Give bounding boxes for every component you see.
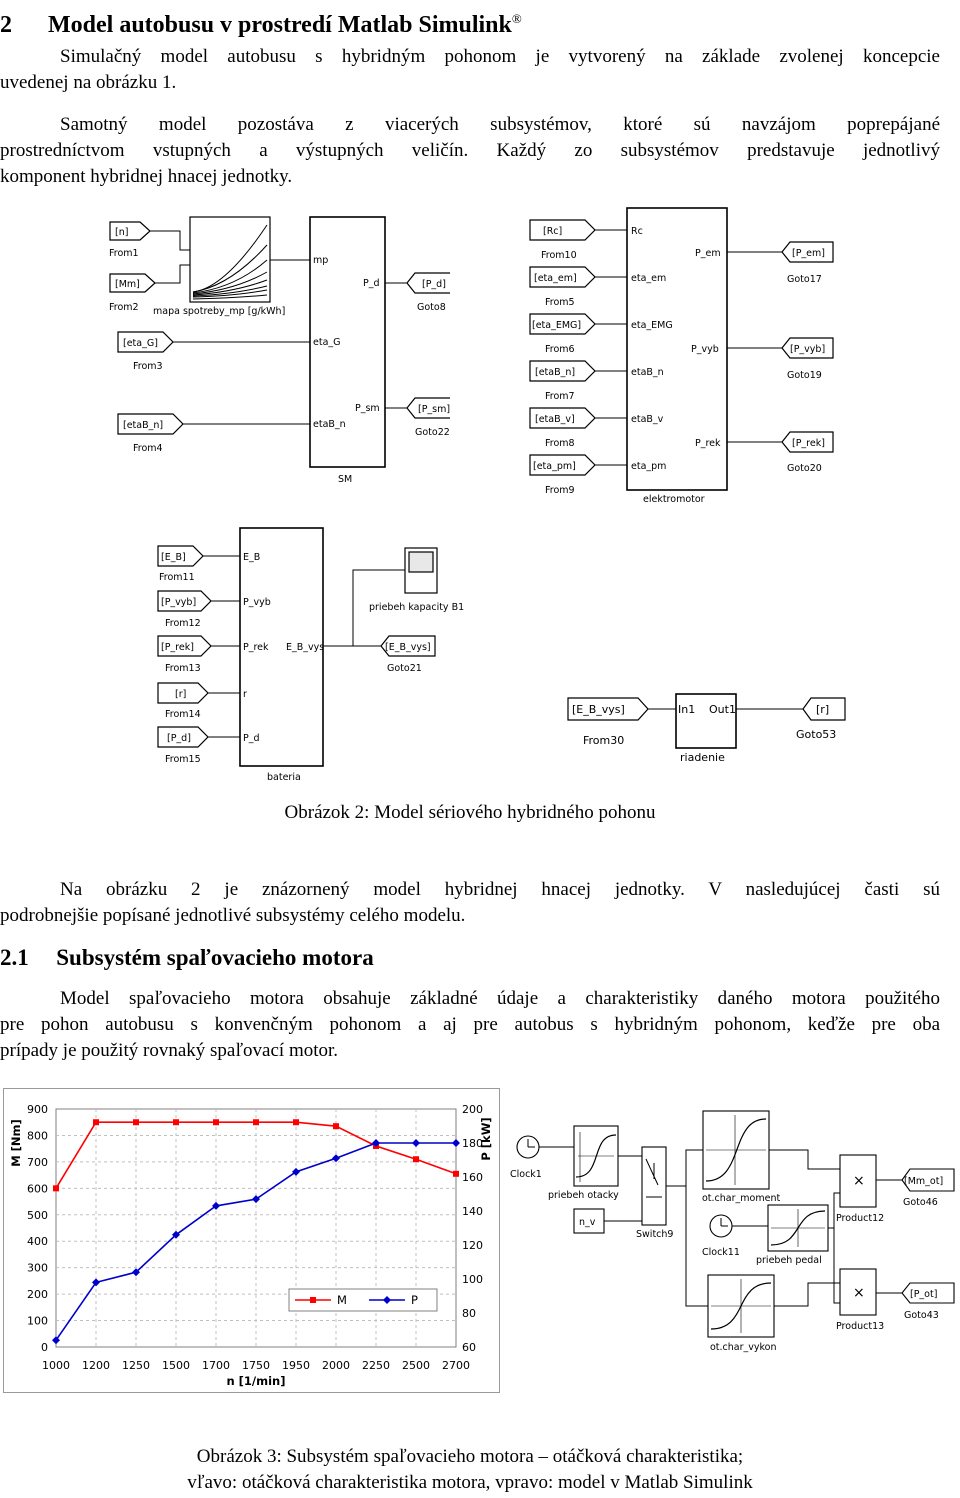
from1-name: From1 bbox=[109, 248, 139, 259]
y2-axis-label: P [kW] bbox=[479, 1117, 493, 1161]
series-point-M bbox=[173, 1119, 179, 1125]
subsection-heading bbox=[0, 944, 940, 972]
motor-block-name: elektromotor bbox=[643, 494, 705, 505]
sm-port-p-d: P_d bbox=[363, 278, 380, 289]
x-tick-label: 2500 bbox=[402, 1359, 430, 1372]
battery-port-e-b-vys: E_B_vys bbox=[286, 642, 325, 653]
goto43-label: Goto43 bbox=[904, 1310, 939, 1321]
y-tick-label: 500 bbox=[27, 1208, 48, 1222]
from6-name: From6 bbox=[545, 344, 575, 355]
from11-name: From11 bbox=[159, 572, 195, 583]
multiply-icon: × bbox=[853, 1173, 865, 1189]
paragraph-4-line-2: pre pohon autobusu s konvenčným pohonom a aj pre autobus s hybridným pohonom, keďže pre oba bbox=[0, 1014, 940, 1035]
x-axis-label: n [1/min] bbox=[226, 1374, 286, 1388]
legend-label-M: M bbox=[337, 1293, 347, 1307]
legend-label-P: P bbox=[411, 1293, 418, 1307]
x-tick-label: 1500 bbox=[162, 1359, 190, 1372]
scope-label: priebeh kapacity B1 bbox=[369, 602, 465, 613]
from1-tag: [n] bbox=[115, 227, 129, 238]
motor-port-eta-emg: eta_EMG bbox=[631, 320, 673, 331]
from7-tag: [etaB_n] bbox=[535, 367, 576, 378]
section-heading bbox=[0, 5, 960, 39]
motor-port-p-em: P_em bbox=[695, 248, 721, 259]
sm-port-eta-g: eta_G bbox=[313, 337, 341, 348]
x-tick-label: 2000 bbox=[322, 1359, 350, 1372]
goto8-tag: [P_d] bbox=[422, 279, 446, 290]
y-tick-label: 800 bbox=[27, 1129, 48, 1143]
y-tick-label: 300 bbox=[27, 1261, 48, 1275]
goto46-tag: [Mm_ot] bbox=[904, 1176, 944, 1187]
x-tick-label: 1950 bbox=[282, 1359, 310, 1372]
battery-port-e-b: E_B bbox=[243, 552, 261, 563]
y2-tick-label: 120 bbox=[462, 1239, 483, 1252]
paragraph-2-line-2: prostredníctvom vstupných a výstupných veličín. Každý zo subsystémov predstavuje jednotlivý bbox=[0, 140, 940, 161]
series-point-M bbox=[253, 1119, 259, 1125]
control-block-name: riadenie bbox=[680, 751, 725, 764]
motor-port-etab-n: etaB_n bbox=[631, 367, 664, 378]
paragraph-2-line-1: Samotný model pozostáva z viacerých subsystémov, ktoré sú navzájom poprepájané bbox=[60, 114, 940, 135]
goto19-name: Goto19 bbox=[787, 370, 822, 381]
battery-port-p-d: P_d bbox=[243, 733, 260, 744]
y-tick-label: 100 bbox=[27, 1314, 48, 1328]
series-point-M bbox=[213, 1119, 219, 1125]
motor-port-eta-em: eta_em bbox=[631, 273, 667, 284]
goto19-tag: [P_vyb] bbox=[790, 344, 826, 355]
from2-tag: [Mm] bbox=[115, 279, 140, 290]
from30-tag: [E_B_vys] bbox=[572, 703, 625, 716]
x-tick-label: 2250 bbox=[362, 1359, 390, 1372]
from7-name: From7 bbox=[545, 391, 575, 402]
from3-name: From3 bbox=[133, 361, 163, 372]
from10-name: From10 bbox=[541, 250, 577, 261]
from5-name: From5 bbox=[545, 297, 575, 308]
priebeh-otacky-label: priebeh otacky bbox=[548, 1190, 619, 1201]
from8-tag: [etaB_v] bbox=[535, 414, 575, 425]
sm-port-p-sm: P_sm bbox=[355, 403, 380, 414]
goto8-name: Goto8 bbox=[417, 302, 446, 313]
goto21-name: Goto21 bbox=[387, 663, 422, 674]
from9-name: From9 bbox=[545, 485, 575, 496]
from13-name: From13 bbox=[165, 663, 201, 674]
goto53-tag: [r] bbox=[816, 703, 830, 716]
section-title: Model autobusu v prostredí Matlab Simulink bbox=[48, 12, 512, 38]
speed-characteristic-chart bbox=[3, 1088, 500, 1393]
y-tick-label: 600 bbox=[27, 1182, 48, 1196]
sm-subsystem-diagram bbox=[95, 200, 450, 505]
from2-name: From2 bbox=[109, 302, 139, 313]
battery-block-name: bateria bbox=[267, 772, 301, 783]
x-tick-label: 1200 bbox=[82, 1359, 110, 1372]
sm-port-mp: mp bbox=[313, 255, 329, 266]
battery-port-r: r bbox=[243, 689, 247, 700]
goto43-tag: [P_ot] bbox=[910, 1289, 938, 1300]
from30-name: From30 bbox=[583, 734, 625, 747]
from9-tag: [eta_pm] bbox=[533, 461, 576, 472]
goto21-tag: [E_B_vys] bbox=[385, 642, 431, 653]
engine-simulink-model bbox=[508, 1097, 958, 1357]
product13-label: Product13 bbox=[836, 1321, 885, 1332]
x-tick-label: 2700 bbox=[442, 1359, 470, 1372]
goto53-name: Goto53 bbox=[796, 728, 837, 741]
y2-tick-label: 60 bbox=[462, 1341, 476, 1354]
from14-name: From14 bbox=[165, 709, 201, 720]
series-point-M bbox=[93, 1119, 99, 1125]
motor-port-eta-pm: eta_pm bbox=[631, 461, 667, 472]
product12-label: Product12 bbox=[836, 1213, 885, 1224]
paragraph-3-line-1: Na obrázku 2 je znázornený model hybridnej hnacej jednotky. V nasledujúcej časti sú bbox=[60, 879, 940, 900]
from4-tag: [etaB_n] bbox=[123, 420, 164, 431]
paragraph-3-line-2: podrobnejšie popísané jednotlivé subsystémy celého modelu. bbox=[0, 905, 466, 926]
x-tick-label: 1700 bbox=[202, 1359, 230, 1372]
from12-tag: [P_vyb] bbox=[161, 597, 197, 608]
x-tick-label: 1750 bbox=[242, 1359, 270, 1372]
n-v-label: n_v bbox=[579, 1217, 596, 1228]
goto22-name: Goto22 bbox=[415, 427, 450, 438]
y2-tick-label: 200 bbox=[462, 1103, 483, 1116]
motor-port-p-rek: P_rek bbox=[695, 438, 721, 449]
control-port-out1: Out1 bbox=[709, 703, 736, 716]
motor-port-rc: Rc bbox=[631, 226, 643, 237]
motor-port-etab-v: etaB_v bbox=[631, 414, 664, 425]
from14-tag: [r] bbox=[175, 689, 187, 700]
y-tick-label: 0 bbox=[41, 1341, 48, 1354]
series-point-M bbox=[133, 1119, 139, 1125]
legend-marker-M bbox=[310, 1297, 316, 1303]
y2-tick-label: 100 bbox=[462, 1273, 483, 1286]
char-vykon-label: ot.char_vykon bbox=[710, 1342, 777, 1353]
sm-block-name: SM bbox=[338, 474, 353, 485]
battery-port-p-vyb: P_vyb bbox=[243, 597, 271, 608]
from6-tag: [eta_EMG] bbox=[532, 320, 582, 331]
registered-mark: ® bbox=[511, 11, 522, 26]
x-tick-label: 1000 bbox=[42, 1359, 70, 1372]
y-tick-label: 700 bbox=[27, 1155, 48, 1169]
goto22-tag: [P_sm] bbox=[418, 404, 450, 415]
control-port-in1: In1 bbox=[678, 703, 696, 716]
map-label: mapa spotreby_mp [g/kWh] bbox=[153, 306, 286, 317]
clock11-label: Clock11 bbox=[702, 1247, 740, 1258]
battery-subsystem-diagram bbox=[143, 508, 478, 788]
series-point-M bbox=[453, 1171, 459, 1177]
figure3-caption-line-2: vľavo: otáčková charakteristika motora, vpravo: model v Matlab Simulink bbox=[187, 1472, 753, 1493]
switch9-label: Switch9 bbox=[636, 1229, 674, 1240]
y2-tick-label: 180 bbox=[462, 1137, 483, 1150]
priebeh-pedal-label: priebeh pedal bbox=[756, 1255, 822, 1266]
from15-name: From15 bbox=[165, 754, 201, 765]
sm-port-etab-n: etaB_n bbox=[313, 419, 346, 430]
from5-tag: [eta_em] bbox=[534, 273, 577, 284]
char-moment-label: ot.char_moment bbox=[702, 1193, 781, 1204]
y-tick-label: 900 bbox=[27, 1103, 48, 1116]
figure2-caption: Obrázok 2: Model sériového hybridného pohonu bbox=[284, 802, 656, 823]
y-axis-label: M [Nm] bbox=[9, 1119, 23, 1167]
from8-name: From8 bbox=[545, 438, 575, 449]
y-tick-label: 400 bbox=[27, 1235, 48, 1249]
from10-tag: [Rc] bbox=[543, 226, 563, 237]
from11-tag: [E_B] bbox=[161, 552, 186, 563]
paragraph-4-line-3: prípady je použitý rovnaký spaľovací motor. bbox=[0, 1040, 339, 1061]
paragraph-1-line-1: Simulačný model autobusu s hybridným pohonom je vytvorený na základe zvolenej koncepcie bbox=[60, 46, 940, 67]
goto17-name: Goto17 bbox=[787, 274, 822, 285]
clock1-label: Clock1 bbox=[510, 1169, 542, 1180]
from13-tag: [P_rek] bbox=[161, 642, 194, 653]
x-tick-label: 1250 bbox=[122, 1359, 150, 1372]
section-number: 2 bbox=[0, 12, 12, 38]
figure3-caption-line-1: Obrázok 3: Subsystém spaľovacieho motora – otáčková charakteristika; bbox=[196, 1446, 744, 1467]
multiply-icon-2: × bbox=[853, 1285, 865, 1301]
paragraph-4-line-1: Model spaľovacieho motora obsahuje základné údaje a charakteristiky daného motora použitého bbox=[60, 988, 940, 1009]
series-point-M bbox=[53, 1185, 59, 1191]
goto17-tag: [P_em] bbox=[792, 248, 825, 259]
series-point-M bbox=[413, 1156, 419, 1162]
chart-plot bbox=[4, 1089, 499, 1392]
goto20-name: Goto20 bbox=[787, 463, 822, 474]
y-tick-label: 200 bbox=[27, 1288, 48, 1302]
y2-tick-label: 140 bbox=[462, 1205, 483, 1218]
battery-port-p-rek: P_rek bbox=[243, 642, 269, 653]
y2-tick-label: 160 bbox=[462, 1171, 483, 1184]
series-point-M bbox=[293, 1119, 299, 1125]
motor-port-p-vyb: P_vyb bbox=[691, 344, 719, 355]
paragraph-2-line-3: komponent hybridnej hnacej jednotky. bbox=[0, 166, 293, 187]
from15-tag: [P_d] bbox=[167, 733, 191, 744]
from3-tag: [eta_G] bbox=[123, 338, 158, 349]
subsection-number: 2.1 bbox=[0, 945, 29, 970]
subsection-title: Subsystém spaľovacieho motora bbox=[56, 945, 374, 970]
motor-subsystem-diagram bbox=[525, 200, 845, 508]
series-point-M bbox=[333, 1123, 339, 1129]
from12-name: From12 bbox=[165, 618, 201, 629]
goto46-label: Goto46 bbox=[903, 1197, 938, 1208]
from4-name: From4 bbox=[133, 443, 163, 454]
y2-tick-label: 80 bbox=[462, 1307, 476, 1320]
goto20-tag: [P_rek] bbox=[792, 438, 825, 449]
paragraph-1-line-2: uvedenej na obrázku 1. bbox=[0, 72, 177, 93]
control-subsystem-diagram bbox=[563, 628, 859, 786]
